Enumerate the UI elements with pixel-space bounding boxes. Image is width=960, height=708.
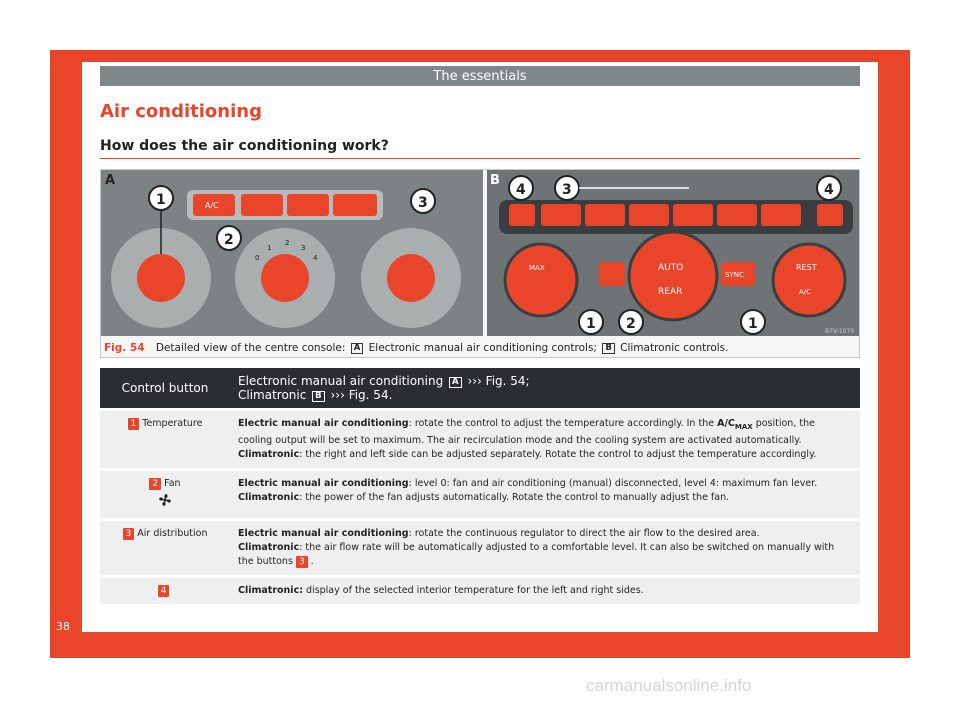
row-text: .	[310, 555, 314, 567]
callout-a-2-text: 2	[224, 232, 234, 248]
row-distribution-description	[230, 519, 860, 576]
row-bold: Electric manual air conditioning	[238, 477, 409, 489]
row-text: : rotate the continuous regulator to direct the air flow to the desired area.	[408, 527, 760, 539]
row-bold: Electric manual air conditioning	[238, 527, 409, 539]
row-text: display of the selected interior temperature for the left and right sides.	[303, 584, 644, 596]
section-header-text: The essentials	[433, 68, 527, 84]
callout-b-3-text: 3	[562, 182, 572, 198]
dial-distribution-knob	[387, 254, 435, 302]
row-distribution-label	[100, 519, 230, 576]
panel-b-seat-right	[817, 204, 843, 226]
watermark: carmanualsonline.info	[586, 676, 752, 695]
panel-b-button-4	[673, 204, 713, 226]
caption-part-2: Electronic manual air conditioning controls;	[368, 342, 597, 354]
section-header	[100, 66, 860, 86]
row-number: 1	[128, 418, 140, 430]
row-bold: Electric manual air conditioning	[238, 418, 409, 429]
callout-b-4-right-text: 4	[824, 182, 834, 198]
panel-b-button-1	[541, 204, 581, 226]
climatronic-auto-label: AUTO	[658, 263, 684, 273]
row-text: : the right and left side can be adjusted separately. Rotate the control to adjust the temperature accordingly.	[299, 448, 817, 460]
row-text: : the air flow rate will be automatically adjusted to a comfortable level. It can also be switched on manually with the buttons	[238, 541, 835, 567]
figure-code: B7V-1070	[825, 328, 855, 335]
dial-fan-3: 3	[301, 244, 306, 252]
dial-fan-4: 4	[313, 254, 318, 262]
climatronic-sync-label: SYNC	[725, 271, 744, 279]
fan-icon	[158, 493, 172, 507]
table-row	[100, 576, 860, 604]
row-bold: Climatronic:	[238, 584, 303, 596]
console-illustration	[101, 170, 859, 357]
row-text: : rotate the control to adjust the temperature accordingly. In the	[408, 418, 715, 429]
caption-figure-number: Fig. 54	[104, 342, 145, 354]
panel-b-button-5	[717, 204, 757, 226]
climatronic-dial-left	[505, 244, 577, 316]
row-name: Temperature	[142, 418, 203, 429]
row-number: 4	[158, 585, 170, 597]
dial-temperature-knob	[137, 254, 185, 302]
figure-caption	[104, 342, 854, 354]
panel-a-button-3	[287, 194, 329, 216]
callout-b-2-text: 2	[626, 316, 636, 332]
header-fig-ref-2: ››› Fig. 54.	[330, 388, 393, 402]
panel-b-seat-left	[509, 204, 535, 226]
caption-box-a: A	[351, 343, 364, 354]
panel-a-button-4	[333, 194, 377, 216]
climatronic-rest-label: REST	[796, 263, 817, 272]
row-text: : level 0: fan and air conditioning (manual) disconnected, level 4: maximum fan lever.	[408, 477, 818, 489]
caption-box-b: B	[602, 343, 614, 354]
callout-a-3-text: 3	[418, 195, 428, 211]
table-header-control: Control button	[100, 368, 230, 410]
row-display-label	[100, 576, 230, 604]
table-row	[100, 519, 860, 576]
panel-b-button-2	[585, 204, 625, 226]
page-subtitle: How does the air conditioning work?	[100, 138, 389, 154]
row-temperature-description	[230, 410, 860, 470]
panel-a-button-2	[241, 194, 283, 216]
row-display-description	[230, 576, 860, 604]
caption-part-1: Detailed view of the centre console:	[155, 342, 346, 354]
figure-54	[100, 169, 860, 358]
panel-a-label: A	[105, 173, 116, 188]
row-bold: Climatronic	[238, 448, 300, 460]
climatronic-ac-label: A/C	[799, 288, 812, 296]
dial-fan-0: 0	[255, 254, 260, 262]
ac-max-subscript: MAX	[734, 422, 753, 431]
panel-b-button-3	[629, 204, 669, 226]
climatronic-dial-right	[773, 244, 845, 316]
climatronic-dial-center	[629, 232, 717, 320]
callout-b-4-left-text: 4	[516, 182, 526, 198]
page-title: Air conditioning	[100, 101, 262, 122]
climatronic-max-label: MAX	[529, 264, 545, 272]
row-bold: Climatronic	[238, 541, 300, 553]
table-row	[100, 469, 860, 519]
row-number: 2	[149, 478, 161, 490]
caption-part-3: Climatronic controls.	[620, 342, 729, 354]
callout-b-1-left-text: 1	[586, 316, 596, 332]
dial-fan-2: 2	[285, 239, 290, 247]
inline-number: 3	[296, 556, 308, 568]
row-temperature-label	[100, 410, 230, 470]
title-rule	[100, 158, 860, 159]
header-box-b: B	[312, 391, 324, 402]
header-fig-ref-1: ››› Fig. 54;	[467, 374, 530, 388]
ac-max-symbol: A/C	[717, 418, 735, 429]
table-header-description	[230, 368, 860, 410]
climatronic-rear-defrost	[599, 262, 625, 286]
header-electronic: Electronic manual air conditioning	[238, 374, 444, 388]
row-number: 3	[123, 528, 135, 540]
row-text: : the power of the fan adjusts automatically. Rotate the control to manually adjust the fan.	[299, 491, 730, 503]
table-row	[100, 410, 860, 470]
row-name: Air distribution	[137, 527, 208, 539]
panel-a-ac-label: A/C	[205, 201, 219, 210]
row-name: Fan	[164, 477, 181, 489]
climatronic-rear-label: REAR	[658, 287, 683, 297]
panel-b-label: B	[490, 173, 500, 188]
header-climatronic: Climatronic	[238, 388, 307, 402]
callout-a-1-text: 1	[156, 192, 166, 208]
row-text: position, the cooling output will be set to maximum. The air recirculation mode and the cooling system are activated automatically.	[238, 418, 815, 446]
row-fan-label	[100, 469, 230, 519]
dial-fan-1: 1	[267, 244, 272, 252]
header-box-a: A	[449, 377, 462, 388]
row-fan-description	[230, 469, 860, 519]
panel-b-button-6	[761, 204, 801, 226]
row-bold: Climatronic	[238, 491, 300, 503]
page-number: 38	[56, 620, 70, 633]
callout-b-1-right-text: 1	[748, 316, 758, 332]
controls-table	[100, 368, 860, 604]
dial-fan-knob	[261, 254, 309, 302]
